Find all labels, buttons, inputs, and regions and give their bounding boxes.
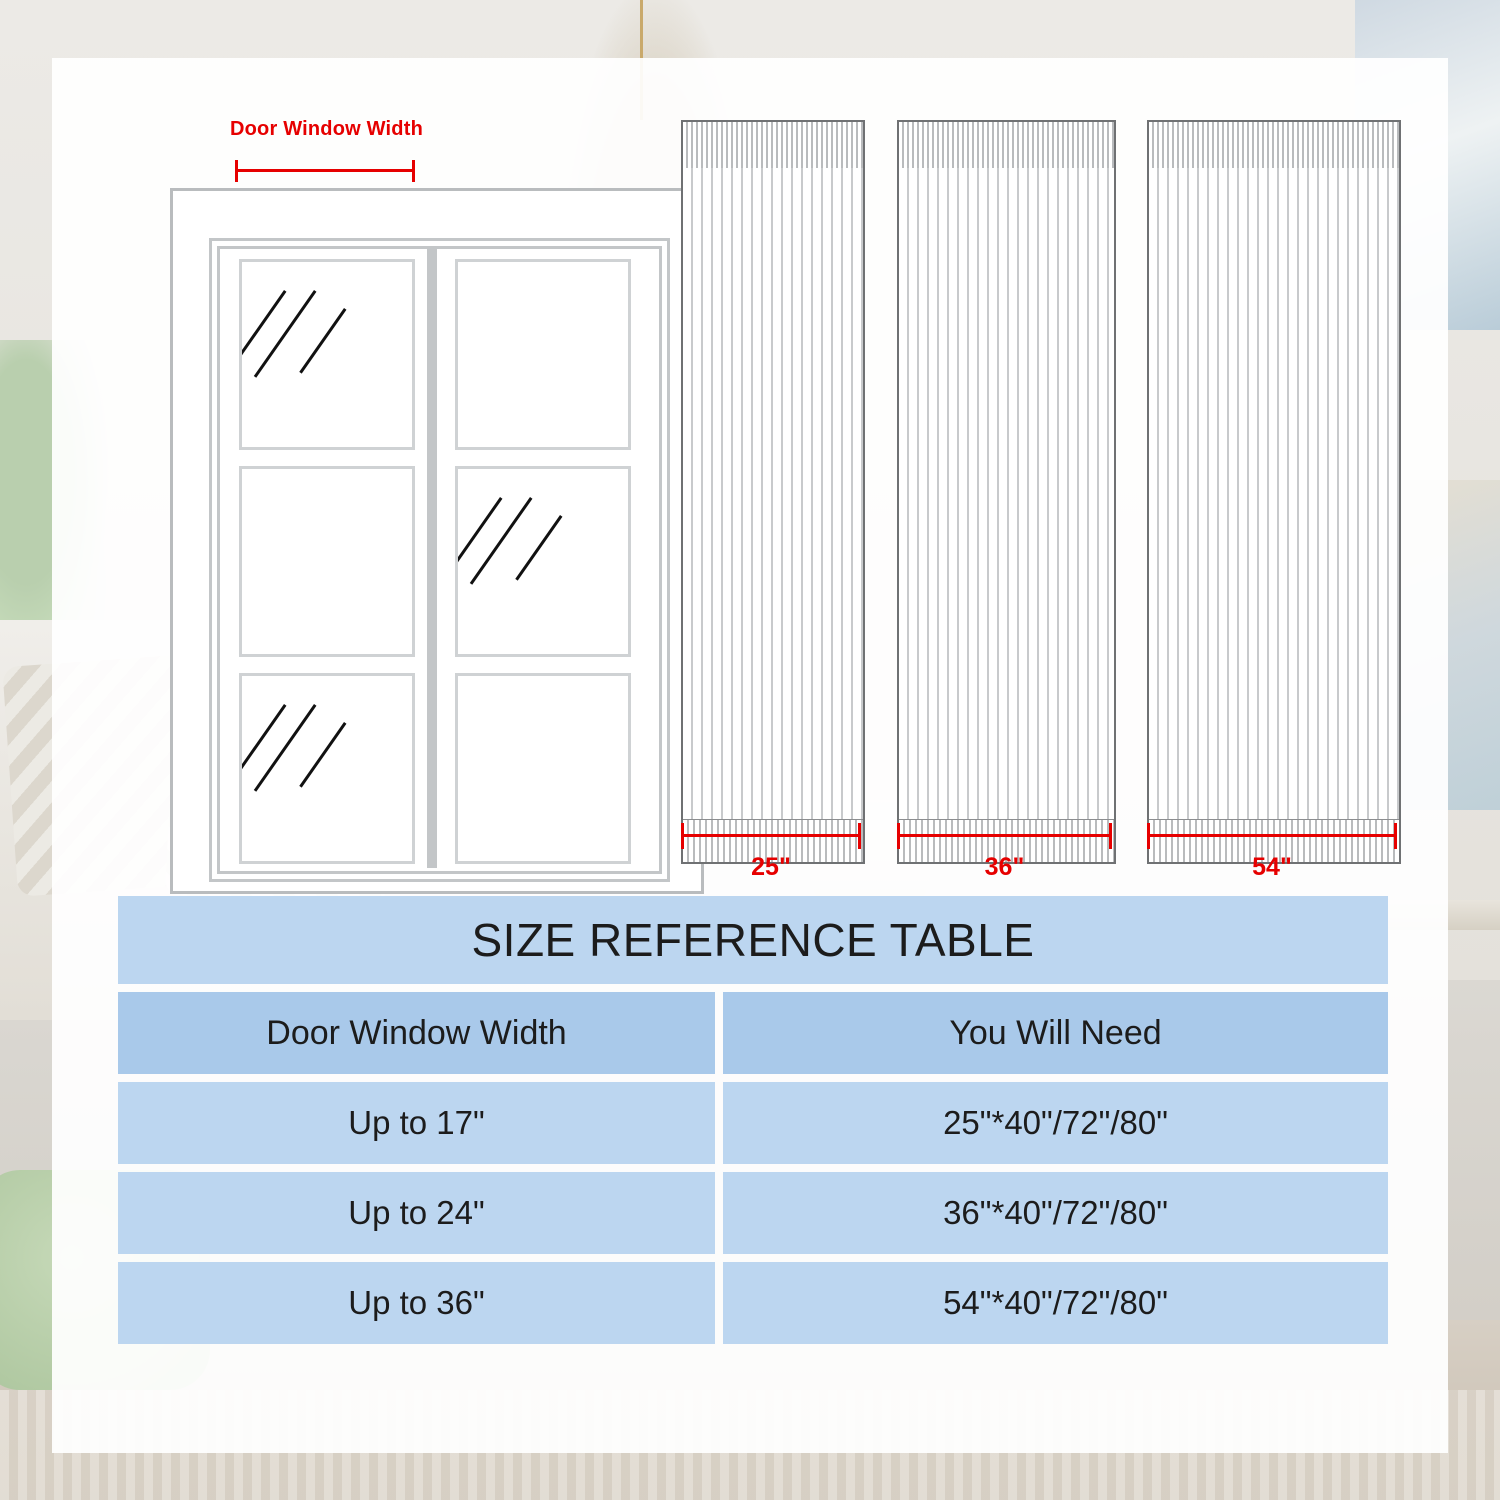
width-label-25: 25" [751, 853, 791, 881]
glass-pane [239, 259, 415, 450]
glass-pane [239, 673, 415, 864]
table-row [118, 1172, 1388, 1254]
table-title: SIZE REFERENCE TABLE [471, 914, 1035, 966]
table-header-cell: You Will Need [723, 992, 1388, 1074]
table-row [118, 1262, 1388, 1344]
table-title-row [118, 896, 1388, 984]
width-label-36: 36" [984, 853, 1025, 881]
door-window-width-label: Door Window Width [230, 118, 423, 140]
width-dimension-36 [897, 823, 1112, 849]
door-mullion [427, 246, 437, 868]
width-dimension-54 [1147, 823, 1397, 849]
table-cell-width: Up to 36" [118, 1262, 715, 1344]
table-header-row [118, 992, 1388, 1074]
glass-pane [239, 466, 415, 657]
table-cell-width: Up to 17" [118, 1082, 715, 1164]
table-cell-need: 36"*40"/72"/80" [723, 1172, 1388, 1254]
table-header-cell: Door Window Width [118, 992, 715, 1074]
curtain-panel-36 [897, 120, 1116, 864]
table-cell-need: 54"*40"/72"/80" [723, 1262, 1388, 1344]
glass-pane [455, 673, 631, 864]
table-cell-width: Up to 24" [118, 1172, 715, 1254]
door-outline [170, 188, 704, 894]
table-row [118, 1082, 1388, 1164]
width-dimension-25 [681, 823, 861, 849]
door-width-dimension [235, 160, 415, 180]
glass-pane [455, 259, 631, 450]
table-cell-need: 25"*40"/72"/80" [723, 1082, 1388, 1164]
door-diagram [170, 118, 700, 888]
size-reference-table [118, 896, 1388, 1344]
info-panel [52, 58, 1448, 1453]
curtain-panel-25 [681, 120, 865, 864]
curtain-panel-54 [1147, 120, 1401, 864]
glass-pane [455, 466, 631, 657]
width-label-54: 54" [1252, 853, 1292, 881]
